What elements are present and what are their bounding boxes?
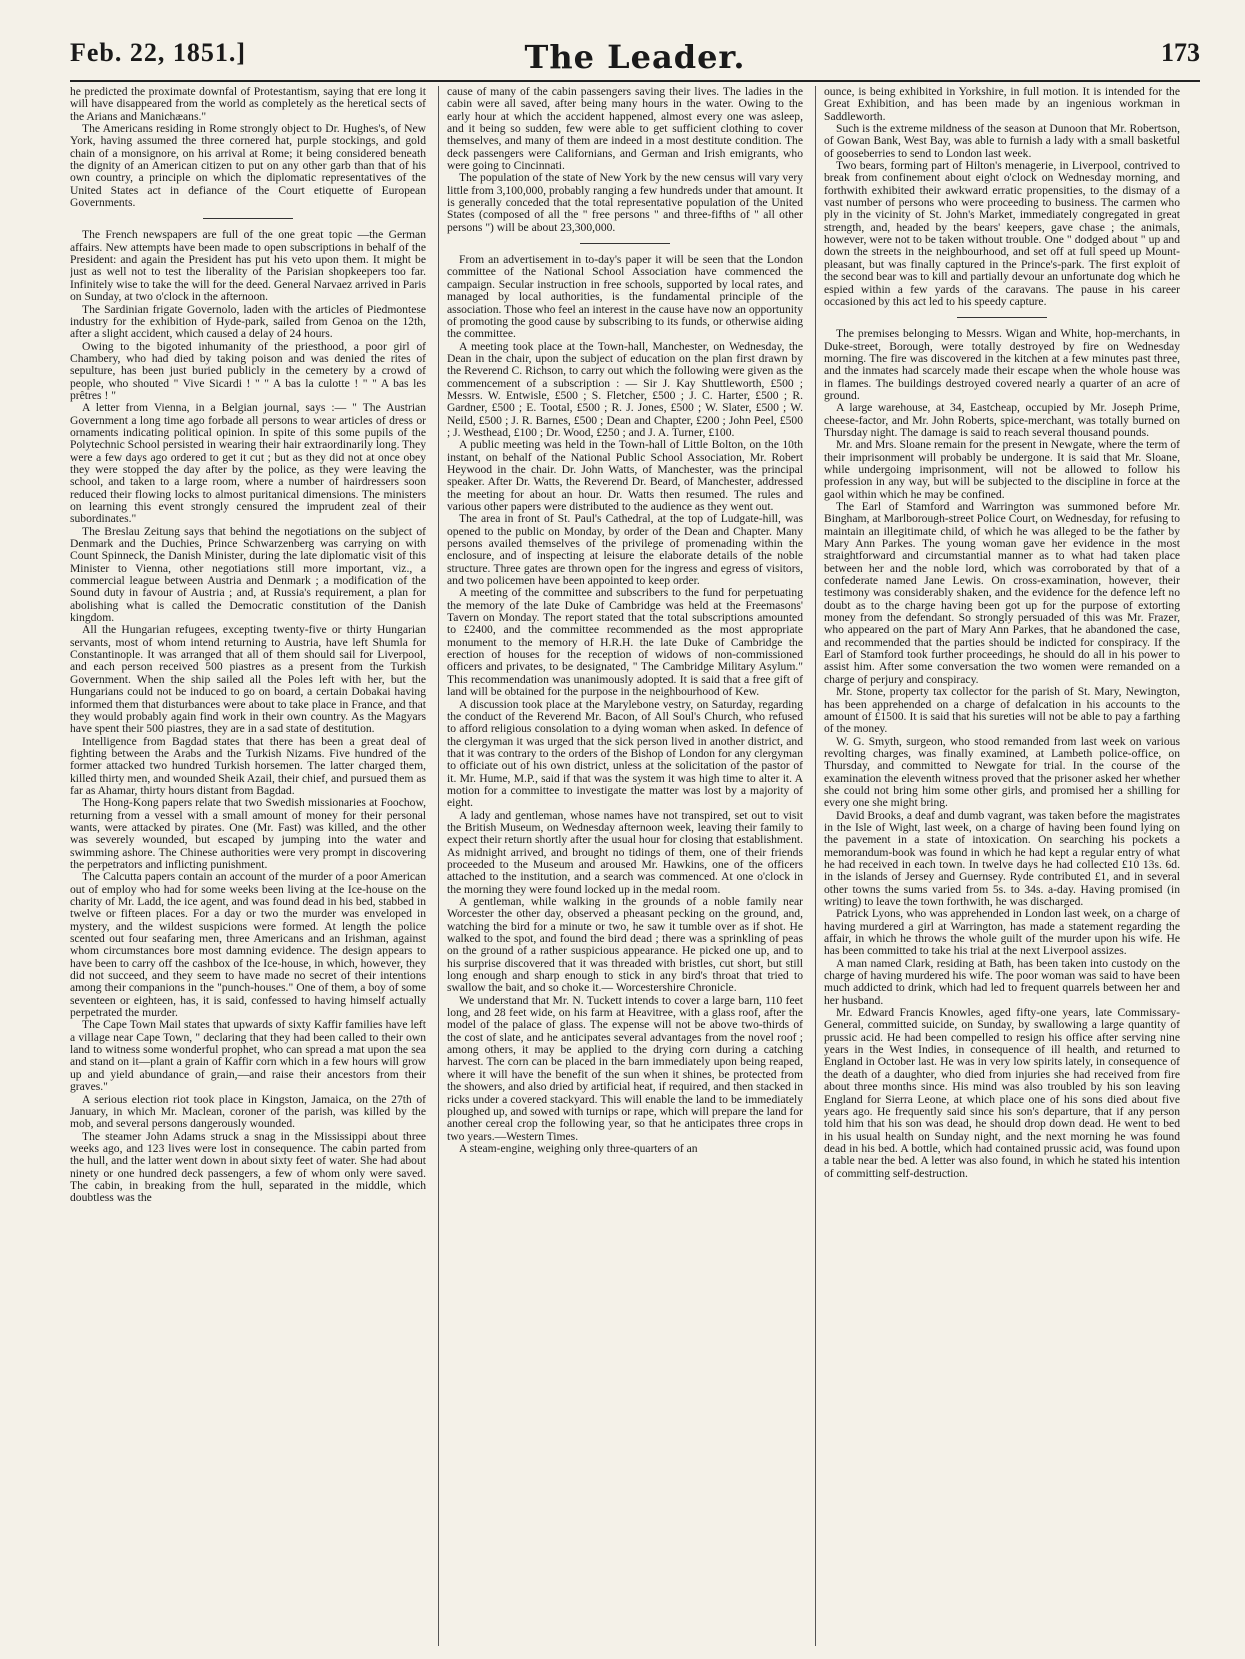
article-paragraph: Mr. and Mrs. Sloane remain for the present in Newgate, where the term of their imprisonment will probably be undergone. It is said that Mr. Sloane, while undergoing imprisonment, will not be allowed to follow his profession in any way, but will be subjected to the discipline in force at the gaol within which he may be confined. xyxy=(824,438,1180,501)
article-paragraph: A large warehouse, at 34, Eastcheap, occupied by Mr. Joseph Prime, cheese-factor, and Mr. John Roberts, spice-merchant, was totally burned on Thursday night. The damage is said to reach several thousand pounds. xyxy=(824,401,1180,439)
article-paragraph: Patrick Lyons, who was apprehended in London last week, on a charge of having murdered a girl at Warrington, has made a statement regarding the affair, in which he throws the whole guilt of the murder upon his wife. He has been committed to take his trial at the next Liverpool assizes. xyxy=(824,907,1180,958)
page-number: 173 xyxy=(1161,38,1200,67)
article-paragraph: A discussion took place at the Marylebone vestry, on Saturday, regarding the conduct of the Reverend Mr. Bacon, of All Soul's Church, who refused to afford religious consolation to a dying woman when asked. In defence of the clergyman it was urged that the sick person lived in another district, and that it was contrary to the orders of the Bishop of London for any clergyman to officiate out of his own district, unless at the solicitation of the pastor of it. Mr. Hume, M.P., said if that was the system it was high time to alter it. A motion for a committee to investigate the matter was lost by a majority of eight. xyxy=(447,697,803,810)
article-paragraph: W. G. Smyth, surgeon, who stood remanded from last week on various revolting charges, was finally examined, at Lambeth police-office, on Thursday, and committed to Newgate for trial. In the course of the examination the eleventh witness proved that the prisoner asked her whether she could not bring him some other girls, and promised her a shilling for every one she might bring. xyxy=(824,734,1180,810)
article-paragraph: A lady and gentleman, whose names have not transpired, set out to visit the British Museum, on Wednesday afternoon week, leaving their family to expect their return shortly after the usual hour for closing that establishment. As midnight arrived, and brought no tidings of them, one of their friends proceeded to the Museum and aroused Mr. Hawkins, one of the officers attached to the institution, and a search was commenced. At one o'clock in the morning they were found locked up in the medal room. xyxy=(447,808,803,896)
article-paragraph: The Sardinian frigate Governolo, laden with the articles of Piedmontese industry for the exhibition of Hyde-park, sailed from Genoa on the 12th, after a slight accident, which caused a delay of 24 hours. xyxy=(70,302,426,341)
masthead xyxy=(70,38,1200,78)
article-paragraph: A man named Clark, residing at Bath, has been taken into custody on the charge of having murdered his wife. The poor woman was said to have been much addicted to drink, which had led to frequent quarrels between her and her husband. xyxy=(824,956,1180,1007)
article-paragraph: The Americans residing in Rome strongly object to Dr. Hughes's, of New York, having assumed the three cornered hat, purple stockings, and gold chain of a monsignore, on his arrival at Rome; it being considered beneath the dignity of an American citizen to put on any other garb than that of his own country, a principle on which the diplomatic representatives of the United States act in defiance of the Court etiquette of European Governments. xyxy=(70,122,426,210)
article-paragraph: cause of many of the cabin passengers saving their lives. The ladies in the cabin were all saved, after being many hours in the water. Owing to the early hour at which the accident happened, almost every one was asleep, and it being so sudden, few were able to get sufficient clothing to cover themselves, and many of them are indeed in a most destitute condition. The deck passengers were Californians, and German and Irish emigrants, who were going to Cincinnati. xyxy=(447,86,803,173)
article-paragraph: A meeting took place at the Town-hall, Manchester, on Wednesday, the Dean in the chair, upon the subject of education on the plan first drawn by the Reverend C. Richson, to carry out which the following were given as the commencement of a subscription : — Sir J. Kay Shuttleworth, £500 ; Messrs. W. Entwisle, £500 ; S. Fletcher, £500 ; J. C. Harter, £500 ; R. Gardner, £500 ; E. Tootal, £500 ; R. J. Jones, £500 ; W. Slater, £500 ; W. Neild, £500 ; J. R. Barnes, £500 ; Dean and Chapter, £200 ; John Peel, £500 ; J. Westhead, £100 ; Dr. Wood, £250 ; and J. A. Turner, £100. xyxy=(447,339,803,439)
column-2 xyxy=(447,86,803,1646)
article-paragraph: The area in front of St. Paul's Cathedral, at the top of Ludgate-hill, was opened to the public on Monday, by order of the Dean and Chapter. Many persons availed themselves of the privilege of promenading within the enclosure, and of inspecting at leisure the elaborate details of the noble structure. Three gates are thrown open for the ingress and egress of visitors, and two policemen have been appointed to keep order. xyxy=(447,512,803,588)
article-paragraph: A meeting of the committee and subscribers to the fund for perpetuating the memory of the late Duke of Cambridge was held at the Freemasons' Tavern on Monday. The report stated that the total subscriptions amounted to £2400, and the committee recommended as the most appropriate monument to the memory of H.R.H. the late Duke of Cambridge the erection of houses for the reception of widows of non-commissioned officers and privates, to be designated, " The Cambridge Military Asylum." This recommendation was unanimously adopted. It is said that a free gift of land will be obtained for the purpose in the neighbourhood of Kew. xyxy=(447,586,803,699)
article-paragraph: Owing to the bigoted inhumanity of the priesthood, a poor girl of Chambery, who had died by taking poison and was denied the rites of sepulture, has been just buried publicly in the cemetery by a crowd of people, who shouted " Vive Sicardi ! " " A bas la culotte ! " " A bas les prêtres ! " xyxy=(70,339,426,402)
article-paragraph: A serious election riot took place in Kingston, Jamaica, on the 27th of January, in which Mr. Maclean, coroner of the parish, was killed by the mob, and several persons dangerously wounded. xyxy=(70,1092,426,1131)
article-paragraph: Mr. Edward Francis Knowles, aged fifty-one years, late Commissary-General, committed suicide, on Sunday, by swallowing a large quantity of prussic acid. He had been compelled to resign his office after serving nine years in the West Indies, in consequence of ill health, and returned to England in October last. He was in very low spirits lately, in consequence of the death of a daughter, who died from injuries she had received from fire about three months since. His mind was also troubled by his son leaving England for Sierra Leone, at which place one of his sons died about five years ago. He frequently said since his son's departure, that if any person told him that his son was dead, he should drop down dead. He went to bed in his usual health on Sunday night, and the next morning he was found dead in his bed. A bottle, which had contained prussic acid, was found upon a table near the bed. A letter was also found, in which he stated his intention of committing self-destruction. xyxy=(824,1006,1180,1180)
article-paragraph: Such is the extreme mildness of the season at Dunoon that Mr. Robertson, of Gowan Bank, West Bay, was able to furnish a lady with a small basketful of gooseberries to send to London last week. xyxy=(824,122,1180,160)
article-paragraph: From an advertisement in to-day's paper it will be seen that the London committee of the National School Association have commenced the campaign. Secular instruction in free schools, supported by local rates, and managed by local authorities, is the fundamental principle of the association. Those who feel an interest in the cause have now an opportunity of promoting the good cause by subscribing to its funds, or otherwise aiding the committee. xyxy=(447,253,803,341)
article-paragraph: The French newspapers are full of the one great topic —the German affairs. New attempts have been made to open subscriptions in behalf of the President: and again the President has put his veto upon them. It might be just as well not to test the liberality of the Parisian shopkeepers too far. Infinitely wise to take the will for the deed. General Narvaez arrived in Paris on Sunday, at two o'clock in the afternoon. xyxy=(70,228,426,304)
article-paragraph: ounce, is being exhibited in Yorkshire, in full motion. It is intended for the Great Exhibition, and has been made by an ingenious workman in Saddleworth. xyxy=(824,86,1180,123)
article-paragraph: David Brooks, a deaf and dumb vagrant, was taken before the magistrates in the Isle of Wight, last week, on a charge of having been found lying on the pavement in a state of intoxication. On searching his pockets a memorandum-book was found in which he had kept a regular entry of what he had received in each town. In twelve days he had collected £10 13s. 6d. in the islands of Jersey and Guernsey. Ryde contributed £1, and in several other towns the sums varied from 5s. to 34s. a-day. Having promised (in writing) to leave the town forthwith, he was discharged. xyxy=(824,808,1180,908)
column-1 xyxy=(70,86,426,1646)
article-paragraph: A letter from Vienna, in a Belgian journal, says :— " The Austrian Government a long time ago forbade all persons to wear articles of dress or ornaments indicating political opinion. In spite of this some pupils of the Polytechnic School persisted in wearing their hair extraordinarily long. They were a few days ago ordered to get it cut ; but as they did not at once obey they were stopped the day after by the police, as they were leaving the school, and taken to a large room, where a number of hairdressers soon reduced their flowing locks to almost puritanical dimensions. The ministers on learning this event strongly censured the imprudent zeal of their subordinates." xyxy=(70,401,426,526)
column-divider xyxy=(438,86,439,1646)
article-paragraph: he predicted the proximate downfal of Protestantism, saying that ere long it will have disappeared from the world as completely as the heretical sects of the Arians and Manichæans." xyxy=(70,86,426,123)
article-paragraph: Two bears, forming part of Hilton's menagerie, in Liverpool, contrived to break from confinement about eight o'clock on Wednesday morning, and forthwith exhibited their awkward erratic propensities, to the dismay of a vast number of persons who were proceeding to business. The carmen who ply in the vicinity of St. John's Market, immediately congregated in great strength, and, headed by the bears' keepers, gave chase ; the animals, however, were not to be taken without trouble. One " dodged about " up and down the streets in the neighbourhood, and set off at full speed up Mount-pleasant, but was finally captured in the Prince's-park. The first exploit of the second bear was to kill and partially devour an unfortunate dog which he espied within a few yards of the caravans. The pause in his career occasioned by this act led to his speedy capture. xyxy=(824,159,1180,308)
article-paragraph: All the Hungarian refugees, excepting twenty-five or thirty Hungarian servants, most of whom intend returning to Austria, have left Shumla for Constantinople. It was arranged that all of them should sail for Liverpool, and each person received 500 piastres as a present from the Turkish Government. When the ship sailed all the Poles left with her, but the Hungarians could not be induced to go on board, a certain Dobakai having informed them that disturbances were about to take place in France, and that they would probably again find work in their own country. As the Magyars have spent their 500 piastres, they are in a sad state of destitution. xyxy=(70,623,426,736)
article-paragraph: The Breslau Zeitung says that behind the negotiations on the subject of Denmark and the Duchies, Prince Schwarzenberg was carrying on with Count Spinneck, the Danish Minister, during the late diplomatic visit of this Minister to Vienna, other negotiations still more important, viz., a commercial league between Austria and Denmark ; a modification of the Sound duty in favour of Austria ; and, at Russia's requirement, a plan for abolishing what is called the Democratic constitution of the Danish kingdom. xyxy=(70,524,426,625)
article-paragraph: The Calcutta papers contain an account of the murder of a poor American out of employ who had for some weeks been living at the Ice-house on the charity of Mr. Ladd, the ice agent, and was found dead in his bed, stabbed in twelve or fifteen places. For a day or two the murder was enveloped in mystery, and the wildest suspicions were formed. At length the police scented out four seafaring men, three Americans and an Irishman, against whom circumstances bore most damning evidence. The design appears to have been to carry off the cashbox of the Ice-house, in which, however, they did not succeed, and they seem to have made no secret of their intentions among their companions in the "punch-houses." One of them, a boy of some seventeen or eighteen, has, it is said, confessed to having himself actually perpetrated the murder. xyxy=(70,870,426,1020)
article-paragraph: Intelligence from Bagdad states that there has been a great deal of fighting between the Arabs and the Turkish Nizams. Five hundred of the former attacked two hundred Turkish horsemen. The latter charged them, killed thirty men, and wounded Sheik Azail, their chief, and pursued them as far as Ahamar, thirty hours distant from Bagdad. xyxy=(70,734,426,797)
newspaper-title: The Leader. xyxy=(524,38,746,76)
article-paragraph: A steam-engine, weighing only three-quarters of an xyxy=(459,1141,698,1155)
article-paragraph: We understand that Mr. N. Tuckett intends to cover a large barn, 110 feet long, and 28 feet wide, on his farm at Heavitree, with a glass roof, after the model of the palace of glass. The expense will not be above two-thirds of the cost of slate, and he anticipates several advantages from the novel roof ; among others, it may be applied to the drying corn during a catching harvest. The corn can be placed in the barn immediately upon being reaped, where it will have the benefit of the sun when it shines, be protected from the showers, and also dried by artificial heat, if required, and then stacked in ricks under a covered stackyard. This will enable the land to be immediately ploughed up, and sowed with turnips or rape, which will prepare the land for another cereal crop the following year, so that he anticipates three crops in two years.—Western Times. xyxy=(447,993,803,1143)
article-paragraph: The premises belonging to Messrs. Wigan and White, hop-merchants, in Duke-street, Borough, were totally destroyed by fire on Wednesday morning. The fire was discovered in the kitchen at a few minutes past three, and the inmates had scarcely made their escape when the whole house was in flames. The buildings destroyed covered nearly a quarter of an acre of ground. xyxy=(824,327,1180,402)
header-rule xyxy=(70,80,1200,82)
article-paragraph: The steamer John Adams struck a snag in the Mississippi about three weeks ago, and 123 lives were lost in consequence. The cabin parted from the hull, and the latter went down in about sixty feet of water. She had about ninety or one hundred deck passengers, a few of whom only were saved. The cabin, in breaking from the hull, separated in the middle, which doubtless was the xyxy=(70,1129,426,1205)
section-separator xyxy=(580,243,670,244)
column-divider xyxy=(815,86,816,1646)
column-3 xyxy=(824,86,1180,1646)
article-paragraph: The Earl of Stamford and Warrington was summoned before Mr. Bingham, at Marlborough-street Police Court, on Wednesday, for refusing to maintain an illegitimate child, of which he was alleged to be the father by Mary Ann Parkes. The young woman gave her evidence in the most straightforward and circumstantial manner as to what had taken place between her and the noble lord, which was corroborated by that of a confederate named Jane Lewis. On cross-examination, however, their testimony was considerably shaken, and the evidence for the defence left no doubt as to the charge having been got up for the purpose of extorting money from the defendant. So strongly persuaded of this was Mr. Frazer, who appeared on the part of Mary Ann Parkes, that he abandoned the case, and recommended that the parties should be indicted for conspiracy. If the Earl of Stamford took further proceedings, he should do all in his power to assist him. After some conversation the two women were remanded on a charge of perjury and conspiracy. xyxy=(824,500,1180,686)
section-separator xyxy=(203,218,293,219)
issue-date: Feb. 22, 1851.] xyxy=(70,38,247,67)
article-paragraph: The Cape Town Mail states that upwards of sixty Kaffir families have left a village near Cape Town, " declaring that they had been called to their own land to witness some wonderful prophet, who can spread a mat upon the sea and stand on it—plant a grain of Kaffir corn which in a few hours will grow up and yield abundance of grain,—and raise their ancestors from their graves." xyxy=(70,1018,426,1094)
section-separator xyxy=(957,317,1047,318)
article-paragraph: The Hong-Kong papers relate that two Swedish missionaries at Foochow, returning from a vessel with a small amount of money for their personal wants, were attacked by pirates. One (Mr. Fast) was killed, and the other was severely wounded, but escaped by jumping into the water and swimming ashore. The Chinese authorities were very prompt in discovering the perpetrators and inflicting punishment. xyxy=(70,796,426,871)
article-paragraph: A gentleman, while walking in the grounds of a noble family near Worcester the other day, observed a pheasant pecking on the ground, and, watching the bird for a minute or two, he saw it tumble over as if shot. He walked to the spot, and found the bird dead ; there was a sprinkling of peas on the ground of a rather suspicious appearance. He picked one up, and to his surprise discovered that it was threaded with bristles, cut short, but still long enough and sharp enough to stick in any bird's throat that tried to swallow the bait, and so choke it.— Worcestershire Chronicle. xyxy=(447,895,803,995)
article-paragraph: The population of the state of New York by the new census will vary very little from 3,100,000, probably ranging a few hundreds under that amount. It is generally conceded that the total representative population of the United States (composed of all the " free persons " and three-fifths of " all other persons ") will be about 23,300,000. xyxy=(447,171,803,234)
article-paragraph: Mr. Stone, property tax collector for the parish of St. Mary, Newington, has been apprehended on a charge of defalcation in his accounts to the amount of £1500. It is said that his sureties will not be able to pay a farthing of the money. xyxy=(824,685,1180,736)
article-paragraph: A public meeting was held in the Town-hall of Little Bolton, on the 10th instant, on behalf of the National Public School Association, Mr. Robert Heywood in the chair. Dr. John Watts, of Manchester, was the principal speaker. After Dr. Watts, the Reverend Dr. Beard, of Manchester, addressed the meeting for about an hour. Dr. Watts then resumed. The rules and various other papers were distributed to the audience as they went out. xyxy=(447,438,803,513)
